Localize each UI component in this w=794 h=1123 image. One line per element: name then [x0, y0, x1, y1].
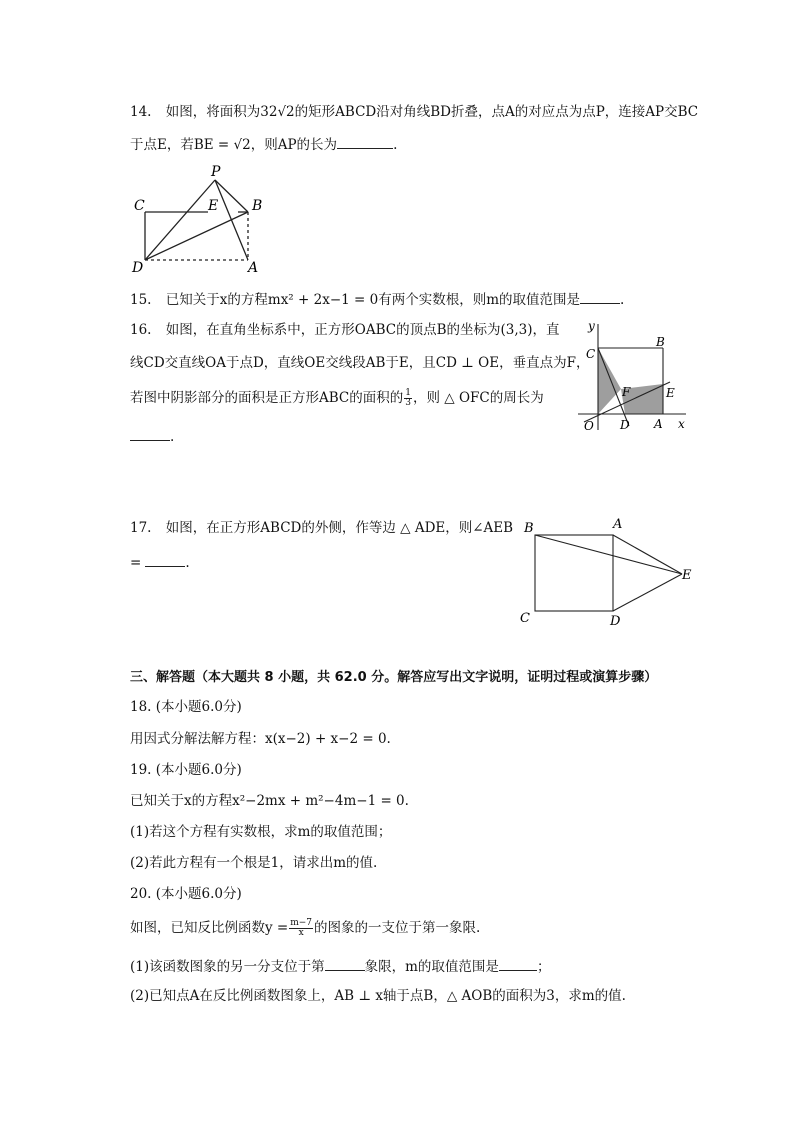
q16-frac-num: 1: [405, 388, 411, 398]
q16-label-x: x: [678, 417, 685, 431]
q16-label-o: O: [584, 419, 594, 433]
q15-end: .: [620, 292, 625, 308]
q19-header: 19. (本小题6.0分): [130, 762, 242, 778]
q16-label-d: D: [620, 418, 630, 432]
q14-label-c: C: [134, 198, 145, 214]
q19-text: 已知关于x的方程x²−2mx + m²−4m−1 = 0.: [130, 793, 409, 809]
q14-line2: [130, 134, 397, 155]
q14-label-p: P: [211, 164, 221, 180]
q15-text: 已知关于x的方程mx² + 2x−1 = 0有两个实数根，则m的取值范围是: [165, 292, 581, 308]
q20-text-line: [130, 918, 480, 938]
q14-number: 14.: [130, 104, 152, 120]
q20-part1-end: ；: [536, 959, 551, 975]
q15-answer-blank[interactable]: [580, 289, 620, 304]
q17-line1: [130, 518, 513, 538]
q20-header: 20. (本小题6.0分): [130, 886, 242, 902]
q17-number: 17.: [130, 520, 152, 536]
q17-end: .: [185, 555, 190, 571]
q20-frac-num: m−7: [290, 918, 313, 928]
q14-label-a: A: [248, 260, 259, 276]
q16-frac-den: 3: [405, 398, 411, 408]
q17-label-a: A: [613, 517, 623, 532]
q19-part2: (2)若此方程有一个根是1，请求出m的值.: [130, 855, 378, 871]
q14-answer-blank[interactable]: [337, 134, 393, 149]
q20-fraction: [289, 919, 313, 938]
q16-answer-blank[interactable]: [130, 426, 170, 441]
q16-text-line3a: 若图中阴影部分的面积是正方形ABC的面积的: [130, 390, 404, 406]
q20-blank-range[interactable]: [499, 956, 537, 971]
q20-part1: [130, 956, 550, 977]
q16-label-a: A: [654, 417, 663, 431]
q17-answer-blank[interactable]: [145, 552, 185, 567]
q16-text-line2: 线CD交直线OA于点D，直线OE交线段AB于E，且CD ⊥ OE，垂直点为F，: [130, 355, 590, 371]
q17-equals: =: [130, 555, 142, 571]
q20-frac-den: x: [298, 928, 304, 938]
q16-fraction: [404, 389, 412, 408]
q16-line3: [130, 388, 544, 408]
q19-part1: (1)若这个方程有实数根，求m的取值范围；: [130, 824, 392, 840]
q16-label-e: E: [666, 386, 675, 400]
q17-line2: [130, 552, 190, 573]
q17-figure: [518, 514, 698, 634]
q14-label-e: E: [208, 198, 219, 214]
q14-figure: [128, 160, 288, 280]
q14-line1: [130, 102, 698, 122]
q20-part2: (2)已知点A在反比例函数图象上，AB ⊥ x轴于点B，△ AOB的面积为3，求m的值.: [130, 988, 626, 1004]
q15-number: 15.: [130, 292, 152, 308]
q17-label-d: D: [610, 614, 621, 629]
q16-text-line1: 如图，在直角坐标系中，正方形OABC的顶点B的坐标为(3,3)，直: [165, 322, 560, 338]
q17-label-c: C: [520, 611, 530, 626]
q14-text-line2: 于点E，若BE = √2，则AP的长为: [130, 137, 338, 153]
q15-line: [130, 289, 624, 310]
q18-header: 18. (本小题6.0分): [130, 699, 242, 715]
q16-figure: [574, 316, 694, 436]
q14-end: .: [393, 137, 398, 153]
q16-line4: [130, 426, 174, 447]
q17-label-e: E: [682, 568, 692, 583]
q16-label-y: y: [588, 319, 595, 333]
q17-text-line1: 如图，在正方形ABCD的外侧，作等边 △ ADE，则∠AEB: [165, 520, 514, 536]
q20-part1-a: (1)该函数图象的另一分支位于第: [130, 959, 325, 975]
q16-end: .: [170, 429, 175, 445]
q20-part1-b: 象限，m的取值范围是: [364, 959, 499, 975]
q20-text-b: 的图象的一支位于第一象限.: [314, 920, 481, 936]
q20-blank-quadrant[interactable]: [325, 956, 365, 971]
q16-label-f: F: [622, 385, 631, 399]
q16-label-b: B: [656, 335, 665, 349]
q20-text-a: 如图，已知反比例函数y =: [130, 920, 289, 936]
q16-number: 16.: [130, 322, 152, 338]
q18-text: 用因式分解法解方程：x(x−2) + x−2 = 0.: [130, 731, 391, 747]
q14-text-line1: 如图，将面积为32√2的矩形ABCD沿对角线BD折叠，点A的对应点为点P，连接AP交BC: [165, 104, 699, 120]
q16-line1: [130, 320, 560, 340]
section-3-title: 三、解答题（本大题共 8 小题，共 62.0 分。解答应写出文字说明，证明过程或演算步骤）: [130, 670, 658, 685]
q16-label-c: C: [586, 347, 596, 361]
q16-text-line3b: ，则 △ OFC的周长为: [412, 390, 544, 406]
q14-label-d: D: [132, 260, 144, 276]
q14-label-b: B: [252, 198, 263, 214]
q16-line2: [130, 353, 589, 373]
q17-label-b: B: [524, 521, 534, 536]
